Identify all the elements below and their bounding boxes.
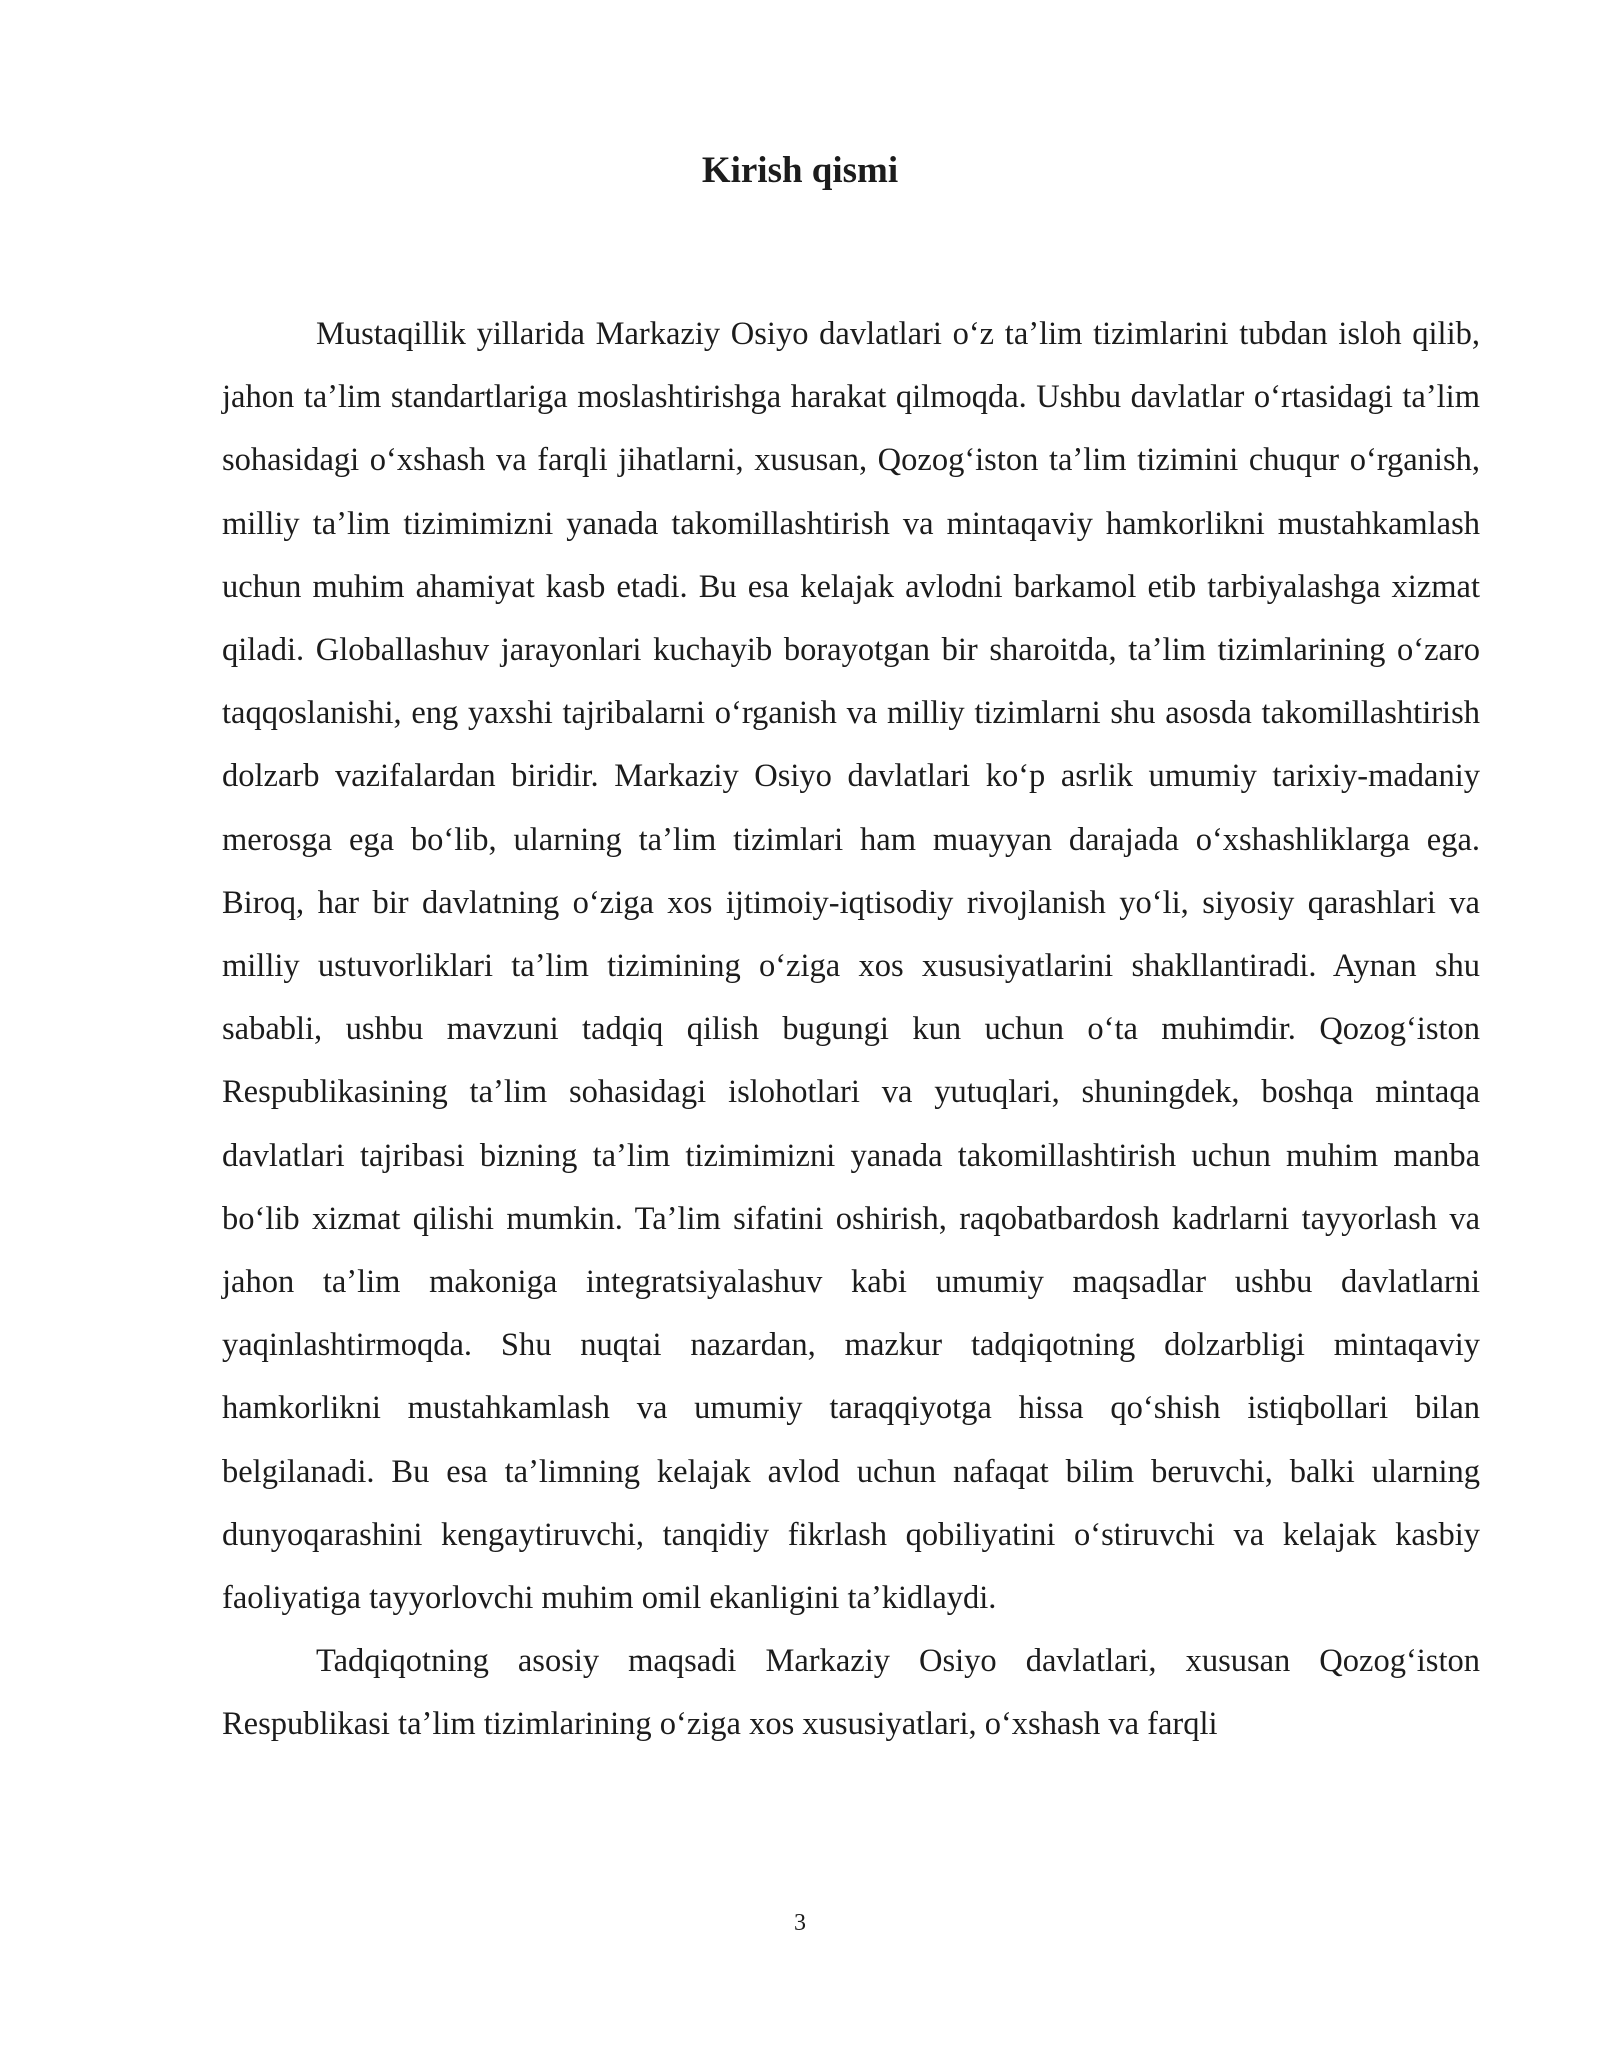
paragraph-research-goal: Tadqiqotning asosiy maqsadi Markaziy Osiyo davlatlari, xususan Qozogʻiston Respublikasi taʼlim tizimlarining oʻziga xos xususiyatlari, oʻxshash va farqli (222, 1643, 1480, 1743)
page-number: 3 (794, 1910, 806, 1936)
document-body (222, 303, 1480, 1757)
page-title: Kirish qismi (701, 150, 899, 191)
paragraph-introduction: Mustaqillik yillarida Markaziy Osiyo davlatlari oʻz taʼlim tizimlarini tubdan isloh qilib, jahon taʼlim standartlariga moslashtirishga harakat qilmoqda. Ushbu davlatlar oʻrtasidagi taʼlim sohasidagi oʻxshash va farqli jihatlarni, xususan, Qozogʻiston taʼlim tizimini chuqur oʻrganish, milliy taʼlim tizimimizni yanada takomillashtirish va mintaqaviy hamkorlikni mustahkamlash uchun muhim ahamiyat kasb etadi. Bu esa kelajak avlodni barkamol etib tarbiyalashga xizmat qiladi. Globallashuv jarayonlari kuchayib borayotgan bir sharoitda, taʼlim tizimlarining oʻzaro taqqoslanishi, eng yaxshi tajribalarni oʻrganish va milliy tizimlarni shu asosda takomillashtirish dolzarb vazifalardan biridir. Markaziy Osiyo davlatlari koʻp asrlik umumiy tarixiy-madaniy merosga ega boʻlib, ularning taʼlim tizimlari ham muayyan darajada oʻxshashliklarga ega. Biroq, har bir davlatning oʻziga xos ijtimoiy-iqtisodiy rivojlanish yoʻli, siyosiy qarashlari va milliy ustuvorliklari taʼlim tizimining oʻziga xos xususiyatlarini shakllantiradi. Aynan shu sababli, ushbu mavzuni tadqiq qilish bugungi kun uchun oʻta muhimdir. Qozogʻiston Respublikasining taʼlim sohasidagi islohotlari va yutuqlari, shuningdek, boshqa mintaqa davlatlari tajribasi bizning taʼlim tizimimizni yanada takomillashtirish uchun muhim manba boʻlib xizmat qilishi mumkin. Taʼlim sifatini oshirish, raqobatbardosh kadrlarni tayyorlash va jahon taʼlim makoniga integratsiyalashuv kabi umumiy maqsadlar ushbu davlatlarni yaqinlashtirmoqda. Shu nuqtai nazardan, mazkur tadqiqotning dolzarbligi mintaqaviy hamkorlikni mustahkamlash va umumiy taraqqiyotga hissa qoʻshish istiqbollari bilan belgilanadi. Bu esa taʼlimning kelajak avlod uchun nafaqat bilim beruvchi, balki ularning dunyoqarashini kengaytiruvchi, tanqidiy fikrlash qobiliyatini oʻstiruvchi va kelajak kasbiy faoliyatiga tayyorlovchi muhim omil ekanligini taʼkidlaydi. (222, 316, 1480, 1617)
